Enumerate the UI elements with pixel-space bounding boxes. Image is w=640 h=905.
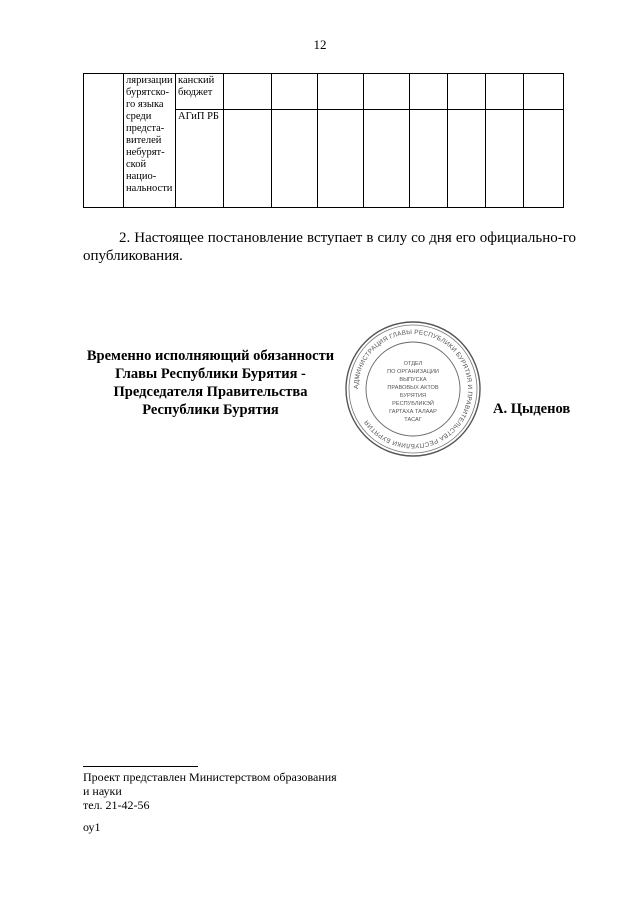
table-cell [364,74,410,110]
signatory-title [73,347,348,419]
signatory-title-line: Республики Бурятия [142,402,279,418]
seal-line: ТАСАГ [404,417,422,423]
seal-line: ВЫПУСКА [399,377,427,383]
seal-line: ПО ОРГАНИЗАЦИИ [387,369,439,375]
footnote [83,770,383,812]
seal-outer-text: АДМИНИСТРАЦИЯ ГЛАВЫ РЕСПУБЛИКИ БУРЯТИЯ И ПРАВИТЕЛЬСТВА РЕСПУБЛИКИ БУРЯТИЯ [352,328,474,450]
signatory-title-line: Председателя Правительства [113,384,308,400]
signatory-name: А. Цыденов [493,401,571,417]
table-cell [486,110,524,208]
table-cell [224,74,272,110]
table-cell [318,110,364,208]
signatory-title-line: Главы Республики Бурятия - [115,366,306,382]
seal-line: БУРЯТИЯ [399,393,427,399]
footnote-line: и науки [83,784,122,798]
effective-date-paragraph: 2. Настоящее постановление вступает в силу со дня его официально-го опубликования. [83,230,576,264]
table-cell [448,110,486,208]
table-row [84,74,564,110]
table-cell [318,74,364,110]
footnote-line: Проект представлен Министерством образования [83,770,337,784]
seal-line: ПРАВОВЫХ АКТОВ [387,385,439,391]
table-cell [410,74,448,110]
footnote-divider [83,766,198,767]
budget-table [83,73,564,208]
table-cell-funding: АГиП РБ [176,110,224,208]
table-cell [364,110,410,208]
table-cell [524,110,564,208]
seal-line: ГАРТАХА ТАЛААР [389,409,437,415]
table-cell [224,110,272,208]
official-seal [344,320,482,458]
table-cell [272,74,318,110]
document-code: оу1 [83,820,101,834]
table-cell [84,74,124,208]
table-cell [448,74,486,110]
footnote-line: тел. 21-42-56 [83,798,150,812]
table-cell [272,110,318,208]
page-number: 12 [313,37,327,52]
seal-line: РЕСПУБЛИКЭЙ [392,401,434,407]
table-cell [410,110,448,208]
seal-line: ОТДЕЛ [403,361,423,367]
signatory-title-line: Временно исполняющий обязанности [86,348,335,364]
table-cell [486,74,524,110]
table-cell-funding: канский бюджет [176,74,224,110]
table-cell-activity: ляризации бурятско- го языка среди предста- вителей небурят- ской нацио- нальности [124,74,176,208]
table-cell [524,74,564,110]
